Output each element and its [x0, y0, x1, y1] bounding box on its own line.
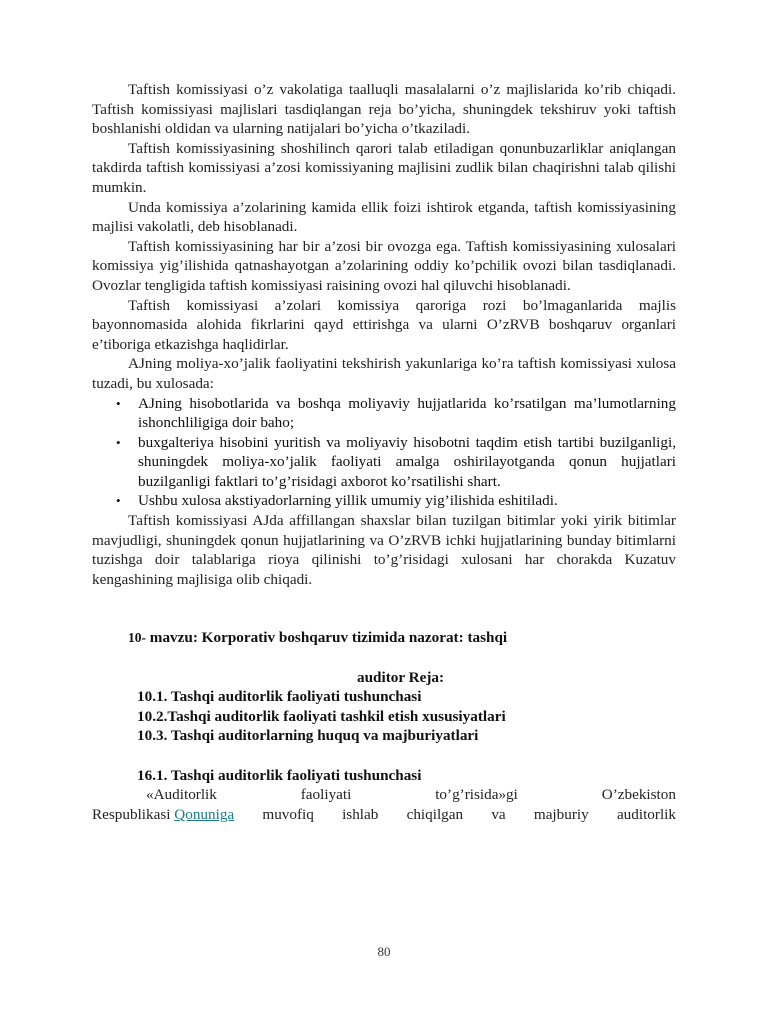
topic-title: [92, 628, 676, 648]
plan-item: 10.3. Tashqi auditorlarning huquq va majburiyatlari: [137, 727, 479, 745]
plan-item: 10.1. Tashqi auditorlik faoliyati tushunchasi: [137, 688, 422, 706]
bullet-icon: •: [116, 395, 121, 411]
last-paragraph-line-2: [92, 805, 676, 825]
paragraph-6: AJning moliya-xo’jalik faoliyatini tekshirish yakunlariga ko’ra taftish komissiyasi xulosa tuzadi, bu xulosada:: [92, 355, 676, 392]
list-item: [116, 491, 676, 511]
word: chiqilgan: [406, 805, 464, 823]
bullet-icon: •: [116, 434, 121, 450]
word: va: [491, 805, 506, 823]
paragraph-7: Taftish komissiyasi AJda affillangan shaxslar bilan tuzilgan bitimlar yoki yirik bitimlar mavjudligi, shuningdek qonun hujjatlarining va O’zRVB ichki hujjatlarining bunday bitimlarni tuzishga doir talablariga rioya qilinishi to’g’risidagi xulosani har chorakda Kuzatuv kengashining majlisiga olib chiqadi.: [92, 512, 676, 588]
document-page: [92, 80, 676, 824]
list-item: [116, 433, 676, 492]
topic-title-text: mavzu: Korporativ boshqaruv tizimida nazorat: tashqi: [149, 629, 508, 647]
word: auditorlik: [616, 805, 676, 823]
law-link[interactable]: Qonuniga: [174, 805, 235, 823]
word: O’zbekiston: [601, 786, 676, 804]
plan-item: 10.2.Tashqi auditorlik faoliyati tashkil etish xususiyatlari: [137, 707, 506, 725]
bullet-icon: •: [116, 493, 121, 509]
page-number: 80: [377, 944, 391, 959]
word: muvofiq: [262, 805, 314, 823]
paragraph-1: Taftish komissiyasi o’z vakolatiga taalluqli masalalarni o’z majlislarida ko’rib chiqadi. Taftish komissiyasi majlislari tasdiqlangan reja bo’yicha, shuningdek tekshiruv yoki taftish boshlanishi oldidan va ularning natijalari bo’yicha o’tkaziladi.: [92, 81, 676, 138]
topic-heading-block: [92, 628, 676, 746]
paragraph-3: Unda komissiya a’zolarining kamida ellik foizi ishtirok etganda, taftish komissiyasining majlisi vakolatli, deb hisoblanadi.: [92, 198, 676, 236]
topic-number: 10-: [128, 630, 146, 646]
last-paragraph-line-1: [92, 785, 676, 805]
word-group: [92, 805, 234, 825]
list-item-text: AJning hisobotlarida va boshqa moliyaviy hujjatlarida ko’rsatilgan ma’lumotlarning ishonchliligiga doir baho;: [138, 394, 676, 432]
word: «Auditorlik: [146, 786, 217, 804]
section-heading: 16.1. Tashqi auditorlik faoliyati tushunchasi: [137, 766, 422, 784]
conclusion-bullet-list: [92, 394, 676, 512]
word: ishlab: [342, 805, 379, 823]
list-item: [116, 394, 676, 433]
paragraph-2: Taftish komissiyasining shoshilinch qarori talab etiladigan qonunbuzarliklar aniqlangan takdirda taftish komissiyasi a’zosi komissiyaning majlisini zudlik bilan chaqirishni talab qilishi mumkin.: [92, 139, 676, 196]
word: majburiy: [533, 805, 589, 823]
list-item-text: Ushbu xulosa akstiyadorlarning yillik umumiy yig’ilishida eshitiladi.: [138, 492, 558, 510]
word: to’g’risida»gi: [435, 786, 518, 804]
paragraph-5: Taftish komissiyasi a’zolari komissiya qaroriga rozi bo’lmaganlarida majlis bayonnomasida alohida fikrlarini qayd ettirishga va ularni O’zRVB boshqaruv organlari e’tiboriga etkazishga haqlidirlar.: [92, 296, 676, 353]
topic-title-continuation: auditor Reja:: [357, 668, 445, 686]
list-item-text: buxgalteriya hisobini yuritish va moliyaviy hisobotni taqdim etish tartibi buzilganligi, shuningdek moliya-xo’jalik faoliyati amalga oshirilayotganda qonun hujjatlari buzilganligi faktlari to’g’risidagi axborot ko’rsatilishi shart.: [138, 433, 676, 490]
word: faoliyati: [300, 786, 352, 804]
word: Respublikasi: [92, 805, 171, 823]
paragraph-4: Taftish komissiyasining har bir a’zosi bir ovozga ega. Taftish komissiyasining xulosalari komissiya yig’ilishida qatnashayotgan a’zolarining oddiy ko’pchilik ovozi bilan tasdiqlanadi. Ovozlar tengligida taftish komissiyasi raisining ovozi hal qiluvchi hisoblanadi.: [92, 237, 676, 294]
